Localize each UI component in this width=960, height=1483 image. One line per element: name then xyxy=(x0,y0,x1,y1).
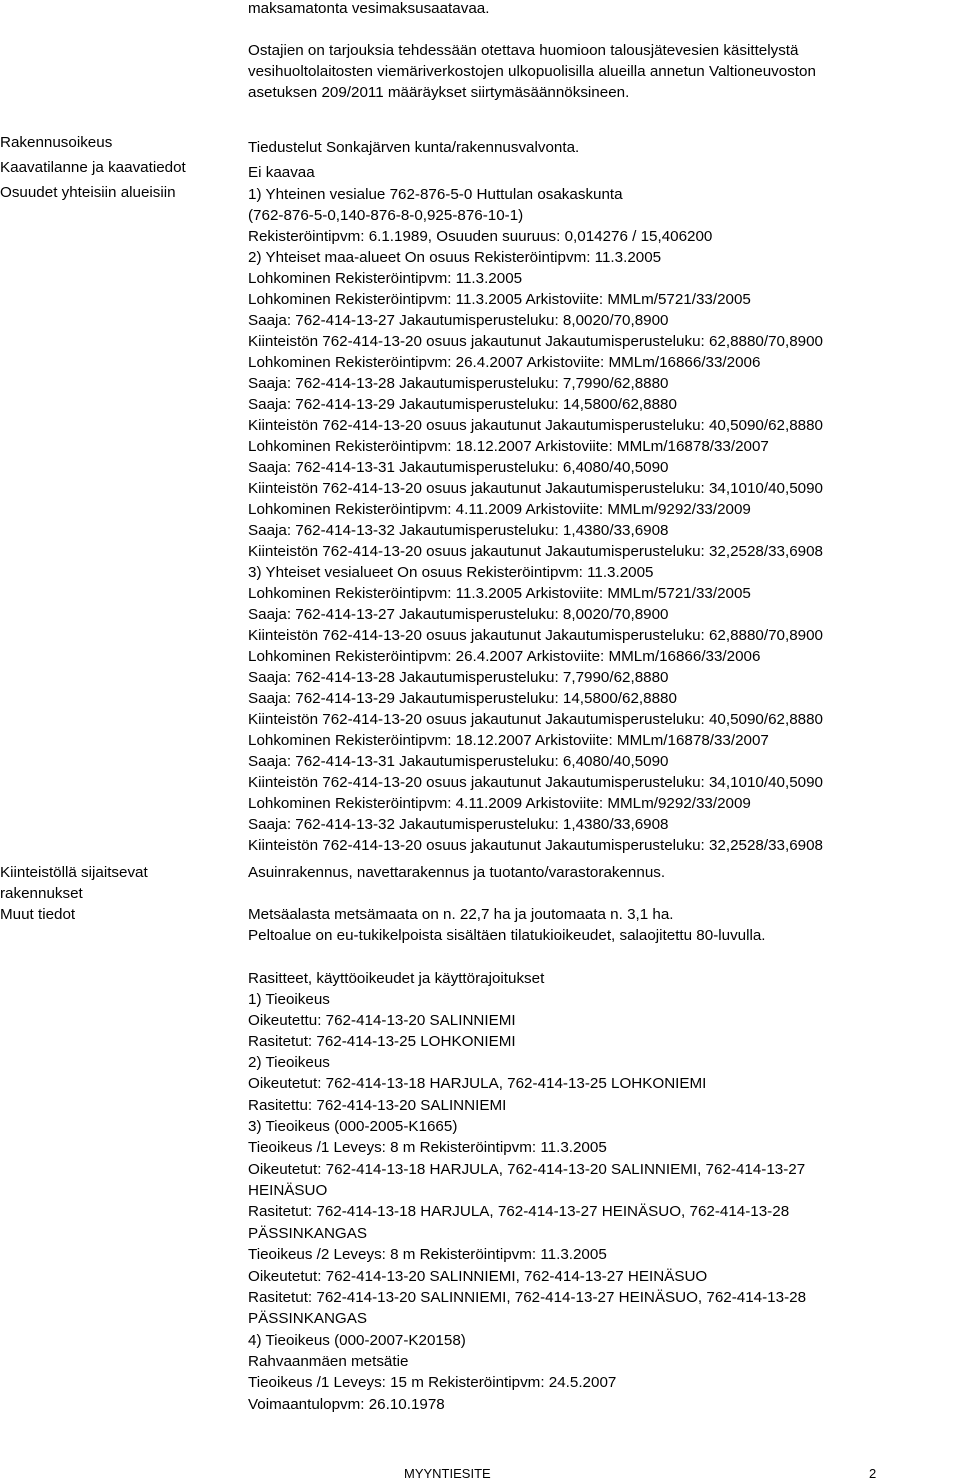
rasitteet-line: Tieoikeus /2 Leveys: 8 m Rekisteröintipvm: 11.3.2005 xyxy=(248,1246,607,1263)
osuudet-line: Lohkominen Rekisteröintipvm: 4.11.2009 Arkistoviite: MMLm/9292/33/2009 xyxy=(248,501,751,518)
osuudet-line: Lohkominen Rekisteröintipvm: 11.3.2005 Arkistoviite: MMLm/5721/33/2005 xyxy=(248,291,751,308)
osuudet-line: Saaja: 762-414-13-28 Jakautumisperusteluku: 7,7990/62,8880 xyxy=(248,375,669,392)
osuudet-line: Saaja: 762-414-13-32 Jakautumisperusteluku: 1,4380/33,6908 xyxy=(248,522,669,539)
osuudet-line: Saaja: 762-414-13-31 Jakautumisperusteluku: 6,4080/40,5090 xyxy=(248,753,669,770)
osuudet-line: Saaja: 762-414-13-27 Jakautumisperusteluku: 8,0020/70,8900 xyxy=(248,312,669,329)
rasitteet-line: Oikeutetut: 762-414-13-18 HARJULA, 762-414-13-20 SALINNIEMI, 762-414-13-27 xyxy=(248,1161,806,1178)
rasitteet-line: Rahvaanmäen metsätie xyxy=(248,1353,409,1370)
text-line: maksamatonta vesimaksusaatavaa. xyxy=(248,0,490,17)
osuudet-line: Saaja: 762-414-13-32 Jakautumisperusteluku: 1,4380/33,6908 xyxy=(248,816,669,833)
osuudet-line: Lohkominen Rekisteröintipvm: 4.11.2009 Arkistoviite: MMLm/9292/33/2009 xyxy=(248,795,751,812)
rasitteet-line: Rasitetut: 762-414-13-20 SALINNIEMI, 762-414-13-27 HEINÄSUO, 762-414-13-28 xyxy=(248,1289,807,1306)
rakennukset-text: Asuinrakennus, navettarakennus ja tuotanto/varastorakennus. xyxy=(248,864,666,881)
osuudet-line: Saaja: 762-414-13-27 Jakautumisperusteluku: 8,0020/70,8900 xyxy=(248,606,669,623)
osuudet-line: Lohkominen Rekisteröintipvm: 18.12.2007 Arkistoviite: MMLm/16878/33/2007 xyxy=(248,438,769,455)
osuudet-line: Kiinteistön 762-414-13-20 osuus jakautunut Jakautumisperusteluku: 34,1010/40,5090 xyxy=(248,480,823,497)
osuudet-line: Kiinteistön 762-414-13-20 osuus jakautunut Jakautumisperusteluku: 32,2528/33,6908 xyxy=(248,543,823,560)
rasitteet-line: Oikeutettu: 762-414-13-20 SALINNIEMI xyxy=(248,1012,516,1029)
osuudet-line: Saaja: 762-414-13-29 Jakautumisperusteluku: 14,5800/62,8880 xyxy=(248,690,677,707)
osuudet-line: Saaja: 762-414-13-29 Jakautumisperusteluku: 14,5800/62,8880 xyxy=(248,396,677,413)
rasitteet-line: Rasitteet, käyttöoikeudet ja käyttörajoitukset xyxy=(248,970,545,987)
osuudet-line: Kiinteistön 762-414-13-20 osuus jakautunut Jakautumisperusteluku: 34,1010/40,5090 xyxy=(248,774,823,791)
text-line: asetuksen 209/2011 määräykset siirtymäsäännöksineen. xyxy=(248,84,630,101)
rasitteet-line: PÄSSINKANGAS xyxy=(248,1225,368,1242)
label-muut-tiedot: Muut tiedot xyxy=(0,906,76,923)
label-rakennukset-2: rakennukset xyxy=(0,885,83,902)
osuudet-line: Lohkominen Rekisteröintipvm: 26.4.2007 Arkistoviite: MMLm/16866/33/2006 xyxy=(248,648,761,665)
label-rakennukset: Kiinteistöllä sijaitsevat xyxy=(0,864,148,881)
rasitteet-line: Tieoikeus /1 Leveys: 8 m Rekisteröintipvm: 11.3.2005 xyxy=(248,1139,607,1156)
text-line: Ostajien on tarjouksia tehdessään otettava huomioon talousjätevesien käsittelystä xyxy=(248,42,799,59)
osuudet-line: 1) Yhteinen vesialue 762-876-5-0 Huttulan osakaskunta xyxy=(248,186,623,203)
rasitteet-line: PÄSSINKANGAS xyxy=(248,1310,368,1327)
osuudet-line: Kiinteistön 762-414-13-20 osuus jakautunut Jakautumisperusteluku: 62,8880/70,8900 xyxy=(248,627,823,644)
rasitteet-line: 3) Tieoikeus (000-2005-K1665) xyxy=(248,1118,458,1135)
label-osuudet: Osuudet yhteisiin alueisiin xyxy=(0,184,176,201)
page-number: 2 xyxy=(869,1466,877,1481)
osuudet-line: Saaja: 762-414-13-31 Jakautumisperusteluku: 6,4080/40,5090 xyxy=(248,459,669,476)
rasitteet-line: Rasitetut: 762-414-13-18 HARJULA, 762-414-13-27 HEINÄSUO, 762-414-13-28 xyxy=(248,1203,790,1220)
label-kaavatilanne: Kaavatilanne ja kaavatiedot xyxy=(0,159,186,176)
osuudet-line: Rekisteröintipvm: 6.1.1989, Osuuden suuruus: 0,014276 / 15,406200 xyxy=(248,228,713,245)
rasitteet-line: Rasitetut: 762-414-13-25 LOHKONIEMI xyxy=(248,1033,516,1050)
rasitteet-line: 4) Tieoikeus (000-2007-K20158) xyxy=(248,1332,466,1349)
rasitteet-line: Voimaantulopvm: 26.10.1978 xyxy=(248,1396,445,1413)
osuudet-line: Lohkominen Rekisteröintipvm: 11.3.2005 Arkistoviite: MMLm/5721/33/2005 xyxy=(248,585,751,602)
osuudet-line: 3) Yhteiset vesialueet On osuus Rekisteröintipvm: 11.3.2005 xyxy=(248,564,654,581)
kaavatilanne-text: Ei kaavaa xyxy=(248,164,315,181)
rasitteet-line: HEINÄSUO xyxy=(248,1182,328,1199)
osuudet-line: Kiinteistön 762-414-13-20 osuus jakautunut Jakautumisperusteluku: 40,5090/62,8880 xyxy=(248,417,823,434)
osuudet-line: Kiinteistön 762-414-13-20 osuus jakautunut Jakautumisperusteluku: 62,8880/70,8900 xyxy=(248,333,823,350)
footer-title: MYYNTIESITE xyxy=(404,1466,491,1481)
muut-tiedot-line: Peltoalue on eu-tukikelpoista sisältäen tilatukioikeudet, salaojitettu 80-luvulla. xyxy=(248,927,766,944)
osuudet-line: Lohkominen Rekisteröintipvm: 11.3.2005 xyxy=(248,270,523,287)
osuudet-line: Kiinteistön 762-414-13-20 osuus jakautunut Jakautumisperusteluku: 40,5090/62,8880 xyxy=(248,711,823,728)
osuudet-line: Saaja: 762-414-13-28 Jakautumisperusteluku: 7,7990/62,8880 xyxy=(248,669,669,686)
rasitteet-line: Oikeutetut: 762-414-13-20 SALINNIEMI, 762-414-13-27 HEINÄSUO xyxy=(248,1268,708,1285)
osuudet-line: (762-876-5-0,140-876-8-0,925-876-10-1) xyxy=(248,207,524,224)
rakennusoikeus-text: Tiedustelut Sonkajärven kunta/rakennusvalvonta. xyxy=(248,139,580,156)
rasitteet-line: 1) Tieoikeus xyxy=(248,991,330,1008)
muut-tiedot-line: Metsäalasta metsämaata on n. 22,7 ha ja joutomaata n. 3,1 ha. xyxy=(248,906,674,923)
rasitteet-line: Tieoikeus /1 Leveys: 15 m Rekisteröintipvm: 24.5.2007 xyxy=(248,1374,617,1391)
rasitteet-line: Oikeutetut: 762-414-13-18 HARJULA, 762-414-13-25 LOHKONIEMI xyxy=(248,1075,707,1092)
osuudet-line: Kiinteistön 762-414-13-20 osuus jakautunut Jakautumisperusteluku: 32,2528/33,6908 xyxy=(248,837,823,854)
rasitteet-line: Rasitettu: 762-414-13-20 SALINNIEMI xyxy=(248,1097,507,1114)
label-rakennusoikeus: Rakennusoikeus xyxy=(0,134,113,151)
osuudet-line: 2) Yhteiset maa-alueet On osuus Rekisteröintipvm: 11.3.2005 xyxy=(248,249,662,266)
text-line: vesihuoltolaitosten viemäriverkostojen ulkopuolisilla alueilla annetun Valtioneuvoston xyxy=(248,63,816,80)
osuudet-line: Lohkominen Rekisteröintipvm: 26.4.2007 Arkistoviite: MMLm/16866/33/2006 xyxy=(248,354,761,371)
osuudet-line: Lohkominen Rekisteröintipvm: 18.12.2007 Arkistoviite: MMLm/16878/33/2007 xyxy=(248,732,769,749)
rasitteet-line: 2) Tieoikeus xyxy=(248,1054,330,1071)
